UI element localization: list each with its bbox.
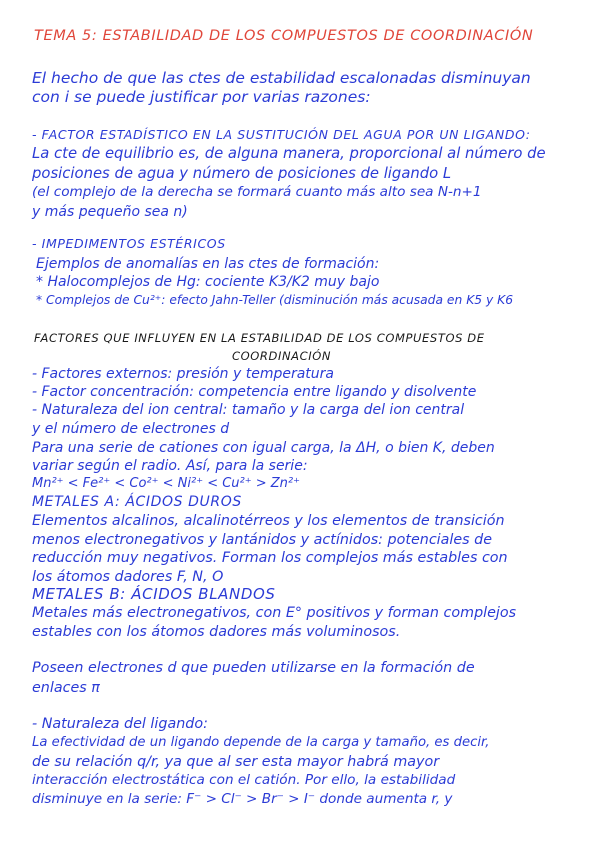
text-line: - Factores externos: presión y temperatura: [32, 366, 334, 382]
text-line: Elementos alcalinos, alcalinotérreos y los elementos de transición: [32, 513, 505, 529]
text-line: enlaces π: [32, 680, 100, 696]
text-line: y el número de electrones d: [32, 421, 230, 437]
text-line: * Complejos de Cu²⁺: efecto Jahn-Teller (disminución más acusada en K5 y K6: [36, 293, 514, 307]
text-line: * Halocomplejos de Hg: cociente K3/K2 muy bajo: [36, 274, 380, 290]
text-line: - Naturaleza del ion central: tamaño y la carga del ion central: [32, 402, 465, 418]
text-line: Ejemplos de anomalías en las ctes de formación:: [36, 256, 380, 272]
text-line: reducción muy negativos. Forman los complejos más estables con: [32, 550, 508, 566]
text-line: - Factor concentración: competencia entre ligando y disolvente: [32, 384, 477, 400]
section-heading: COORDINACIÓN: [232, 349, 332, 363]
section-heading: - FACTOR ESTADÍSTICO EN LA SUSTITUCIÓN DEL AGUA POR UN LIGANDO:: [32, 127, 531, 142]
page-title: TEMA 5: ESTABILIDAD DE LOS COMPUESTOS DE COORDINACIÓN: [34, 28, 534, 44]
text-line: Para una serie de cationes con igual carga, la ΔH, o bien K, deben: [32, 440, 495, 456]
section-heading: METALES B: ÁCIDOS BLANDOS: [32, 585, 276, 603]
intro-line: con i se puede justificar por varias razones:: [32, 88, 371, 106]
text-line: La efectividad de un ligando depende de la carga y tamaño, es decir,: [32, 735, 490, 750]
text-line: menos electronegativos y lantánidos y actínidos: potenciales de: [32, 532, 493, 548]
text-line: interacción electrostática con el catión. Por ello, la estabilidad: [32, 772, 456, 788]
text-line: estables con los átomos dadores más voluminosos.: [32, 624, 401, 640]
text-line: los átomos dadores F, N, O: [32, 569, 224, 585]
text-line: Metales más electronegativos, con E° positivos y forman complejos: [32, 605, 517, 621]
text-line: disminuye en la serie: F⁻ > Cl⁻ > Br⁻ > I⁻ donde aumenta r, y: [32, 791, 453, 807]
text-line: variar según el radio. Así, para la serie:: [32, 458, 308, 474]
section-heading: - Naturaleza del ligando:: [32, 716, 208, 732]
intro-line: El hecho de que las ctes de estabilidad escalonadas disminuyan: [32, 69, 531, 87]
text-line: La cte de equilibrio es, de alguna manera, proporcional al número de: [32, 145, 546, 162]
text-line: posiciones de agua y número de posiciones de ligando L: [32, 165, 452, 182]
text-line: y más pequeño sea n): [32, 204, 188, 220]
text-line: Poseen electrones d que pueden utilizarse en la formación de: [32, 660, 475, 676]
text-line: Mn²⁺ < Fe²⁺ < Co²⁺ < Ni²⁺ < Cu²⁺ > Zn²⁺: [32, 476, 300, 491]
text-line: (el complejo de la derecha se formará cuanto más alto sea N-n+1: [32, 184, 482, 200]
section-heading: FACTORES QUE INFLUYEN EN LA ESTABILIDAD DE LOS COMPUESTOS DE: [34, 331, 485, 345]
text-line: de su relación q/r, ya que al ser esta mayor habrá mayor: [32, 754, 440, 770]
section-heading: METALES A: ÁCIDOS DUROS: [32, 494, 242, 510]
section-heading: - IMPEDIMENTOS ESTÉRICOS: [32, 236, 226, 251]
